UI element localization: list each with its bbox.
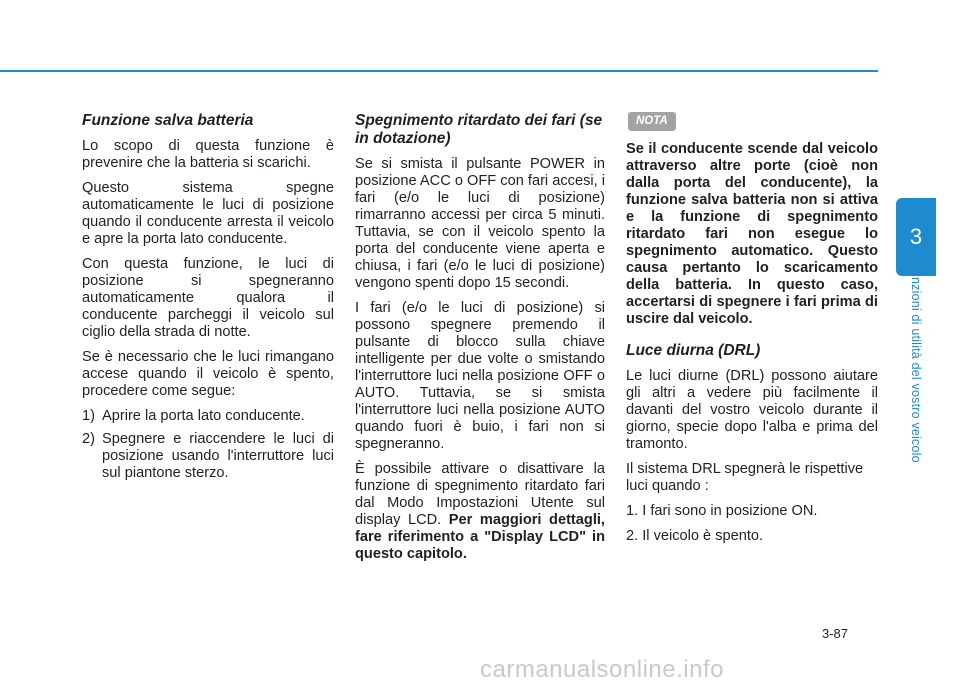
list-item: 2. Il veicolo è spento. — [626, 528, 764, 544]
paragraph: Lo scopo di questa funzione è prevenire che la batteria si scarichi. — [82, 138, 334, 171]
paragraph: I fari (e/o le luci di posizione) si possono spegnere premendo il pulsante di blocco sulla chiave intelligente per due volte o smistando l'interruttore luci nella posizione OFF o AUTO. Tuttavia, se si smista l'interruttore luci nella posizione AUTO quando fuori è buio, i fari non si spegneranno. — [355, 300, 605, 452]
note-text: Se il conducente scende dal veicolo attraverso altre porte (cioè non dalla porta del conducente), la funzione salva batteria non si attiva e la funzione di spegnimento ritardato fari non esegue lo spegnimento automatico. Questo causa pertanto lo scaricamento della batteria. In questo caso, accertarsi di spegnere i fari prima di uscire dal veicolo. — [626, 141, 878, 327]
paragraph: Il sistema DRL spegnerà le rispettive luci quando : — [626, 461, 864, 494]
step-item — [82, 408, 334, 425]
column-note-drl — [626, 108, 878, 553]
paragraph — [355, 461, 605, 563]
paragraph-text: È possibile attivare o disattivare la funzione di spegnimento ritardato fari dal Modo Impostazioni Utente sul display LCD. — [355, 461, 605, 528]
step-text: Aprire la porta lato conducente. — [102, 408, 305, 424]
paragraph: Questo sistema spegne automaticamente le luci di posizione quando il conducente arresta il veicolo e apre la porta lato conducente. — [82, 180, 334, 247]
step-item — [82, 431, 334, 482]
chapter-number: 3 — [909, 224, 923, 249]
paragraph: Le luci diurne (DRL) possono aiutare gli altri a vedere più facilmente il davanti del vostro veicolo durante il giorno, specie dopo l'alba e prima del tramonto. — [626, 368, 878, 452]
column-delayed-headlight — [355, 108, 605, 571]
cross-reference: Per maggiori dettagli, fare riferimento a "Display LCD" in questo capitolo. — [355, 512, 605, 562]
section-heading-delayed-headlight: Spegnimento ritardato dei fari (se in dotazione) — [355, 112, 603, 147]
chapter-title: Funzioni di utilità del vostro veicolo — [909, 262, 923, 463]
page-number: 3-87 — [822, 626, 849, 641]
step-text: Spegnere e riaccendere le luci di posizione usando l'interruttore luci sul piantone sterzo. — [102, 431, 334, 481]
paragraph: Se è necessario che le luci rimangano accese quando il veicolo è spento, procedere come segue: — [82, 349, 334, 399]
watermark: carmanualsonline.info — [480, 656, 724, 683]
list-item: 1. I fari sono in posizione ON. — [626, 503, 818, 519]
step-number: 2) — [82, 431, 95, 447]
chapter-title-vertical — [906, 262, 926, 492]
section-heading-battery-saver: Funzione salva batteria — [82, 112, 254, 129]
step-number: 1) — [82, 408, 95, 424]
header-rule — [0, 70, 878, 72]
note-badge: NOTA — [628, 112, 676, 131]
paragraph: Se si smista il pulsante POWER in posizione ACC o OFF con fari accesi, i fari (e/o le luci di posizione) rimarranno accessi per circa 5 minuti. Tuttavia, se con il veicolo spento la porta del conducente viene aperta e chiusa, i fari (e/o le luci di posizione) vengono spenti dopo 15 secondi. — [355, 156, 605, 291]
paragraph: Con questa funzione, le luci di posizione si spegneranno automaticamente qualora il conducente parcheggi il veicolo sul ciglio della strada di notte. — [82, 256, 334, 340]
column-battery-saver — [82, 108, 334, 488]
section-heading-drl: Luce diurna (DRL) — [626, 342, 761, 359]
